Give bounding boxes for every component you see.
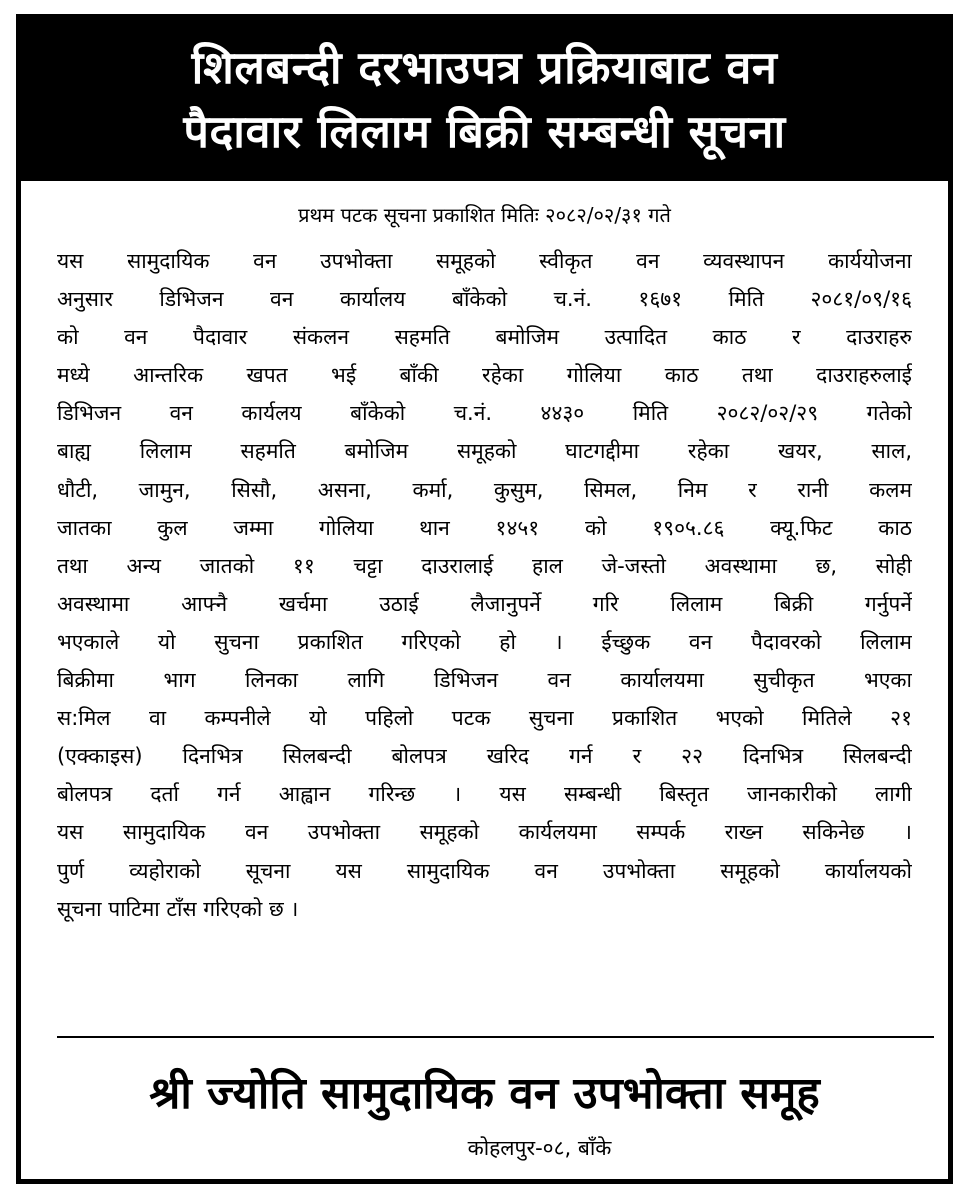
notice-title-line-2: पैदावार लिलाम बिक्री सम्बन्धी सूचना xyxy=(183,105,786,158)
body-line: भएकाले यो सुचना प्रकाशित गरिएको हो । ईच्छुक वन पैदावरको लिलाम xyxy=(57,629,912,654)
body-line: बिक्रीमा भाग लिनका लागि डिभिजन वन कार्यालयमा सुचीकृत भएका xyxy=(57,668,912,693)
body-line: को वन पैदावार संकलन सहमति बमोजिम उत्पादित काठ र दाउराहरु xyxy=(57,325,912,350)
body-line: तथा अन्य जातको ११ चट्टा दाउरालाई हाल जे-जस्तो अवस्थामा छ, सोही xyxy=(57,553,912,578)
body-line: अनुसार डिभिजन वन कार्यालय बाँकेको च.नं. १६७१ मिति २०८१/०९/१६ xyxy=(57,287,912,312)
notice-header xyxy=(21,19,948,181)
body-line: सूचना पाटिमा टाँस गरिएको छ । xyxy=(57,896,299,921)
body-line: बोलपत्र दर्ता गर्न आह्वान गरिन्छ । यस सम्बन्धी बिस्तृत जानकारीको लागी xyxy=(57,782,912,807)
organization-name: श्री ज्योति सामुदायिक वन उपभोक्ता समूह xyxy=(149,1068,820,1119)
publication-date: प्रथम पटक सूचना प्रकाशित मितिः २०८२/०२/३१ गते xyxy=(298,203,671,227)
body-line: अवस्थामा आफ्नै खर्चमा उठाई लैजानुपर्ने गरि लिलाम बिक्री गर्नुपर्ने xyxy=(57,591,912,616)
notice-body xyxy=(57,242,912,928)
body-line: डिभिजन वन कार्यलय बाँकेको च.नं. ४४३० मिति २०८२/०२/२९ गतेको xyxy=(57,401,912,426)
organization-address: कोहलपुर-०८, बाँके xyxy=(467,1136,612,1160)
body-line: पुर्ण व्यहोराको सूचना यस सामुदायिक वन उपभोक्ता समूहको कार्यालयको xyxy=(57,858,912,883)
signature-divider xyxy=(57,1036,934,1038)
body-line: यस सामुदायिक वन उपभोक्ता समूहको कार्यलयमा सम्पर्क राख्न सकिनेछ । xyxy=(57,820,912,845)
body-line: धौटी, जामुन, सिसौ, असना, कर्मा, कुसुम, सिमल, निम र रानी कलम xyxy=(57,477,912,502)
body-line: यस सामुदायिक वन उपभोक्ता समूहको स्वीकृत वन व्यवस्थापन कार्ययोजना xyxy=(57,249,912,273)
notice-title-line-1: शिलबन्दी दरभाउपत्र प्रक्रियाबाट वन xyxy=(191,41,778,94)
body-line: जातका कुल जम्मा गोलिया थान १४५१ को १९०५.८६ क्यू.फिट काठ xyxy=(57,515,912,540)
body-line: मध्ये आन्तरिक खपत भई बाँकी रहेका गोलिया काठ तथा दाउराहरुलाई xyxy=(57,363,912,388)
notice-frame xyxy=(16,14,953,1184)
body-line: बाह्य लिलाम सहमति बमोजिम समूहको घाटगद्दीमा रहेका खयर, साल, xyxy=(57,439,912,464)
body-line: स:मिल वा कम्पनीले यो पहिलो पटक सुचना प्रकाशित भएको मितिले २१ xyxy=(57,706,912,731)
body-line: (एक्काइस) दिनभित्र सिलबन्दी बोलपत्र खरिद गर्न र २२ दिनभित्र सिलबन्दी xyxy=(57,744,912,769)
